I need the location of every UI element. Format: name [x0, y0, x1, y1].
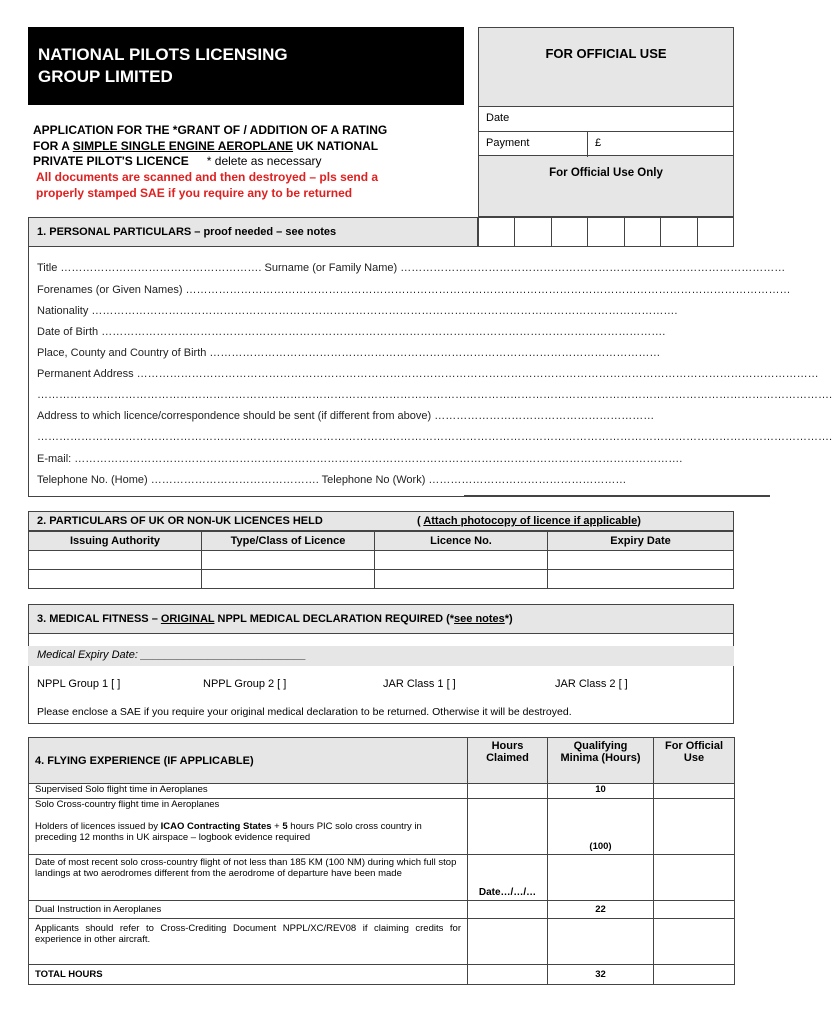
- official-use-title: FOR OFFICIAL USE: [545, 46, 667, 61]
- correspondence-address-line[interactable]: Address to which licence/correspondence should be sent (if different from above) ……………………………………………………: [37, 410, 655, 422]
- table-row: [29, 784, 735, 799]
- cross-crediting-official: [654, 919, 735, 965]
- place-of-birth-line[interactable]: Place, County and Country of Birth ……………………………………………………………………………………………………………: [37, 347, 661, 359]
- ref-cell[interactable]: [661, 218, 697, 246]
- recent-flight-official: [654, 855, 735, 901]
- section3-header: [28, 604, 734, 634]
- issuing-authority-cell[interactable]: [29, 570, 202, 589]
- section3-heading-pre: 3. MEDICAL FITNESS –: [37, 613, 161, 625]
- solo-cross-country-hours[interactable]: [468, 799, 548, 855]
- org-line-2: GROUP LIMITED: [38, 67, 173, 86]
- table-row: [29, 551, 734, 570]
- cross-crediting-note: Applicants should refer to Cross-Crediting Document NPPL/XC/REV08 if claiming credits for experience in other aircraft.: [29, 919, 468, 965]
- attach-open: (: [417, 515, 424, 527]
- attach-licence-note: Attach photocopy of licence if applicable: [423, 515, 638, 527]
- supervised-solo-minima: 10: [548, 784, 654, 799]
- official-reference-cells: [478, 217, 734, 247]
- permanent-address-line[interactable]: Permanent Address ……………………………………………………………………………………………………………………………………………………………………: [37, 368, 819, 380]
- type-class-cell[interactable]: [202, 551, 375, 570]
- supervised-solo-hours[interactable]: [468, 784, 548, 799]
- scan-warning: [36, 170, 466, 201]
- organisation-title-box: [28, 27, 464, 105]
- app-line2-post: UK NATIONAL: [293, 138, 379, 153]
- attach-close: ): [637, 515, 641, 527]
- warning-line-2: properly stamped SAE if you require any to be returned: [36, 185, 353, 200]
- icao-mid: +: [271, 821, 283, 832]
- official-date-row[interactable]: [479, 106, 733, 131]
- official-use-box: [478, 27, 734, 217]
- section4-heading: 4. FLYING EXPERIENCE (IF APPLICABLE): [29, 738, 468, 784]
- nppl-group-1-checkbox[interactable]: NPPL Group 1 [ ]: [37, 678, 121, 690]
- licence-no-cell[interactable]: [375, 551, 548, 570]
- cross-crediting-hours[interactable]: [468, 919, 548, 965]
- total-hours-minima: 32: [548, 965, 654, 985]
- flying-header-row: [29, 738, 735, 784]
- ref-cell[interactable]: [625, 218, 661, 246]
- table-row: [29, 570, 734, 589]
- warning-line-1: All documents are scanned and then destroyed – pls send a: [36, 170, 379, 184]
- col-for-official-use: For Official Use: [654, 738, 735, 784]
- telephone-line[interactable]: Telephone No. (Home) ………………………………………. Telephone No (Work) ………………………………………………: [37, 474, 627, 486]
- dual-instruction-hours[interactable]: [468, 901, 548, 919]
- jar-class-1-checkbox[interactable]: JAR Class 1 [ ]: [383, 678, 456, 690]
- solo-cross-country-desc: Solo Cross-country flight time in Aeroplanes: [35, 799, 220, 810]
- application-line-3: [33, 154, 473, 170]
- supervised-solo-official: [654, 784, 735, 799]
- expiry-date-cell[interactable]: [548, 570, 734, 589]
- application-line-1: APPLICATION FOR THE *GRANT OF / ADDITION OF A RATING: [33, 123, 388, 137]
- section3-heading-end: *): [504, 613, 513, 625]
- section2-header: [28, 511, 734, 531]
- table-row: [29, 855, 735, 901]
- dual-instruction-official: [654, 901, 735, 919]
- org-line-1: NATIONAL PILOTS LICENSING: [38, 45, 288, 64]
- section1-heading: 1. PERSONAL PARTICULARS – proof needed – see notes: [37, 226, 337, 238]
- nationality-line[interactable]: Nationality …………………………………………………………………………………………………………………………………………….: [37, 305, 678, 317]
- solo-cross-country-official: [654, 799, 735, 855]
- icao-holders-desc: [35, 821, 461, 843]
- icao-post: hours PIC solo cross country in preceding 12 months in UK airspace – logbook evidence required: [35, 821, 422, 843]
- col-issuing-authority: Issuing Authority: [29, 532, 202, 551]
- email-line[interactable]: E-mail: ………………………………………………………………………………………………………………………………………………….: [37, 453, 683, 465]
- total-hours-label: TOTAL HOURS: [29, 965, 468, 985]
- section1-header: [28, 217, 478, 247]
- date-of-birth-line[interactable]: Date of Birth ……………………………………………………………………………………………………………………………………….: [37, 326, 666, 338]
- recent-flight-minima: [548, 855, 654, 901]
- col-type-class: Type/Class of Licence: [202, 532, 375, 551]
- table-row: [29, 901, 735, 919]
- correspondence-address-line-2[interactable]: ……………………………………………………………………………………………………………………………………………………………………………………………….: [37, 431, 832, 443]
- icao-pre: Holders of licences issued by: [35, 821, 161, 832]
- table-row: [29, 965, 735, 985]
- ref-cell[interactable]: [515, 218, 551, 246]
- expiry-date-cell[interactable]: [548, 551, 734, 570]
- delete-note: * delete as necessary: [206, 154, 322, 168]
- official-payment-row[interactable]: [479, 131, 733, 156]
- col-qualifying-minima: Qualifying Minima (Hours): [548, 738, 654, 784]
- icao-states: ICAO Contracting States: [160, 821, 272, 832]
- section3-original: ORIGINAL: [160, 613, 215, 625]
- organisation-title: [38, 44, 288, 88]
- solo-cross-country-minima: (100): [548, 799, 654, 855]
- supervised-solo-desc: Supervised Solo flight time in Aeroplanes: [29, 784, 468, 799]
- date-label: Date: [486, 112, 510, 124]
- section3-see-notes: see notes: [454, 613, 505, 625]
- flying-experience-table: [28, 737, 735, 985]
- payment-label: Payment: [486, 137, 530, 149]
- type-class-cell[interactable]: [202, 570, 375, 589]
- col-hours-claimed: Hours Claimed: [468, 738, 548, 784]
- table-row: [29, 919, 735, 965]
- dual-instruction-desc: Dual Instruction in Aeroplanes: [29, 901, 468, 919]
- sae-note: Please enclose a SAE if you require your original medical declaration to be returned. Otherwise it will be destroyed.: [37, 706, 572, 718]
- jar-class-2-checkbox[interactable]: JAR Class 2 [ ]: [555, 678, 628, 690]
- total-hours-claimed[interactable]: [468, 965, 548, 985]
- issuing-authority-cell[interactable]: [29, 551, 202, 570]
- official-use-only-label: For Official Use Only: [549, 167, 663, 179]
- ref-cell[interactable]: [698, 218, 733, 246]
- icao-hours: 5: [282, 821, 288, 832]
- app-line2-pre: FOR A: [33, 138, 73, 153]
- permanent-address-line-2[interactable]: ……………………………………………………………………………………………………………………………………………………………………………………………….: [37, 389, 832, 401]
- recent-flight-desc: Date of most recent solo cross-country flight of not less than 185 KM (100 NM) during which full stop landings at two aerodromes different from the aerodrome of departure have been made: [29, 855, 468, 901]
- app-line3: PRIVATE PILOT'S LICENCE: [33, 154, 189, 168]
- nppl-group-2-checkbox[interactable]: NPPL Group 2 [ ]: [203, 678, 287, 690]
- licences-header-row: [29, 532, 734, 551]
- cross-crediting-minima: [548, 919, 654, 965]
- section1-divider: [464, 495, 770, 496]
- currency-symbol: £: [595, 137, 602, 149]
- ref-cell[interactable]: [588, 218, 624, 246]
- medical-expiry-date[interactable]: Medical Expiry Date: ___________________________: [37, 649, 307, 661]
- app-line2-underlined: SIMPLE SINGLE ENGINE AEROPLANE: [72, 138, 294, 153]
- recent-flight-date[interactable]: Date…/…/…: [468, 855, 548, 901]
- ref-cell[interactable]: [479, 218, 515, 246]
- medical-expiry-band: [28, 646, 734, 666]
- forenames-line[interactable]: Forenames (or Given Names) …………………………………………………………………………………………………………………………………………………: [37, 284, 791, 296]
- licences-table: [28, 531, 734, 589]
- licence-no-cell[interactable]: [375, 570, 548, 589]
- col-expiry-date: Expiry Date: [548, 532, 734, 551]
- section2-heading: 2. PARTICULARS OF UK OR NON-UK LICENCES HELD: [37, 515, 323, 527]
- col-licence-no: Licence No.: [375, 532, 548, 551]
- application-heading: [33, 123, 473, 170]
- application-line-2: [33, 139, 473, 155]
- title-surname-line[interactable]: Title ………………………………………………. Surname (or Family Name) ……………………………………………………………………………………………: [37, 262, 786, 274]
- section3-heading-post: NPPL MEDICAL DECLARATION REQUIRED (*: [214, 613, 455, 625]
- ref-cell[interactable]: [552, 218, 588, 246]
- dual-instruction-minima: 22: [548, 901, 654, 919]
- table-row: [29, 799, 735, 855]
- total-hours-official: [654, 965, 735, 985]
